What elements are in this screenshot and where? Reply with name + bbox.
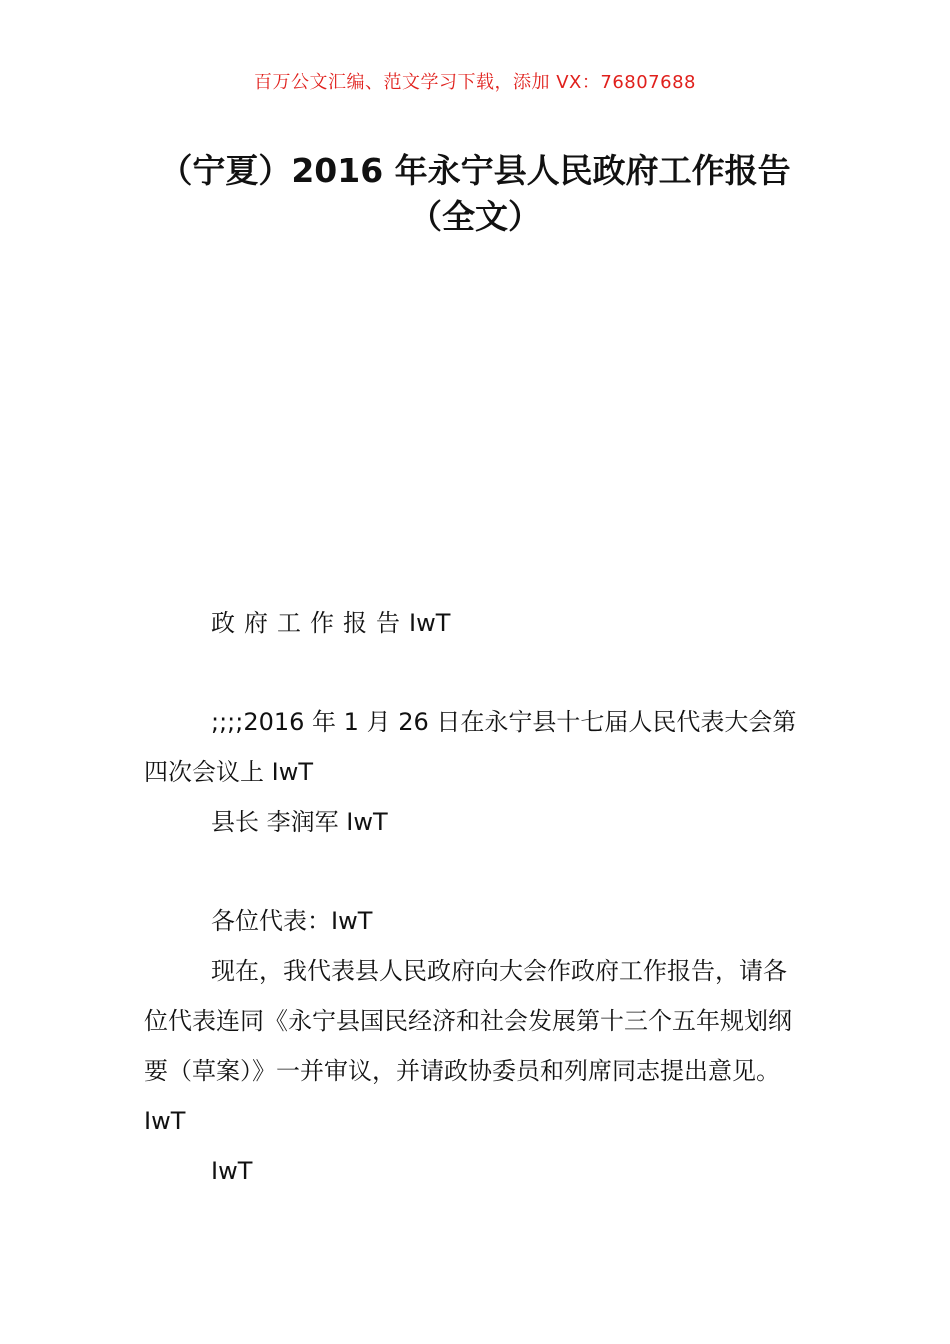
title-line-1: （宁夏）2016 年永宁县人民政府工作报告 xyxy=(159,151,791,190)
title-line-2: （全文） xyxy=(409,197,541,236)
body-main xyxy=(144,896,808,1196)
report-heading-text: 政府工作报告 xyxy=(211,609,409,637)
trailing-line: IwT xyxy=(211,1157,253,1185)
report-heading xyxy=(144,598,808,648)
promo-banner: 百万公文汇编、范文学习下载，添加 VX：76807688 xyxy=(254,72,696,93)
document-title xyxy=(0,148,950,240)
meeting-info: ;;;;2016 年 1 月 26 日在永宁县十七届人民代表大会第四次会议上 IwT xyxy=(144,708,797,786)
paragraph-1: 现在，我代表县人民政府向大会作政府工作报告，请各位代表连同《永宁县国民经济和社会发展第十三个五年规划纲要（草案）》一并审议，并请政协委员和列席同志提出意见。IwT xyxy=(144,957,792,1135)
report-heading-suffix: IwT xyxy=(409,609,451,637)
salutation: 各位代表：IwT xyxy=(211,907,373,935)
body-text xyxy=(144,697,808,847)
speaker-line: 县长 李润军 IwT xyxy=(211,808,388,836)
